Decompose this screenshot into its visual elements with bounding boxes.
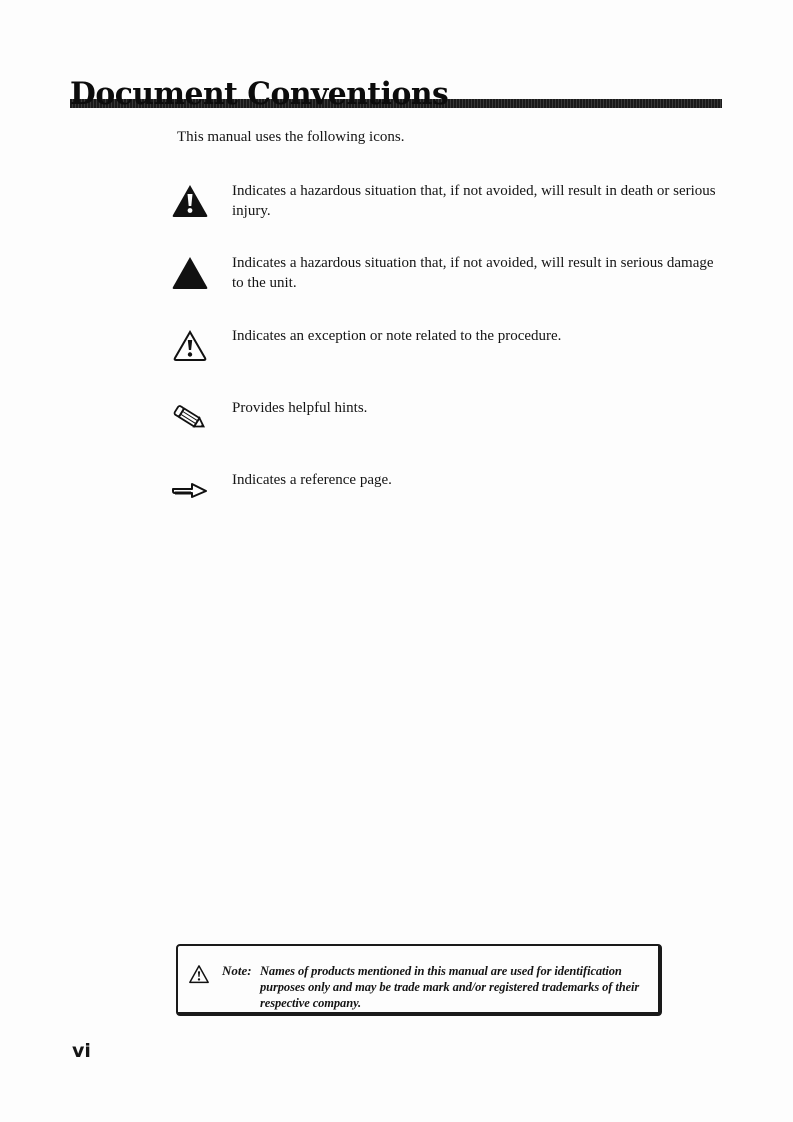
note-icon — [188, 964, 210, 986]
warning-icon — [170, 181, 210, 221]
page-number: vi — [72, 1040, 91, 1062]
reference-arrow-icon — [170, 470, 210, 510]
convention-text: Indicates a reference page. — [232, 472, 392, 488]
caution-icon — [170, 253, 210, 293]
page-title: Document Conventions — [70, 76, 449, 112]
convention-text: Indicates an exception or note related to the procedure. — [232, 328, 562, 344]
convention-text: Provides helpful hints. — [232, 400, 368, 416]
note-box — [176, 944, 662, 1016]
note-text: Names of products mentioned in this manual are used for identification purposes only and may be trade mark and/or registered trademarks of their respective company. — [260, 964, 640, 1010]
intro-text: This manual uses the following icons. — [177, 129, 405, 145]
note-icon — [170, 326, 210, 366]
convention-text: Indicates a hazardous situation that, if not avoided, will result in death or serious injury. — [232, 183, 716, 219]
convention-text: Indicates a hazardous situation that, if not avoided, will result in serious damage to the unit. — [232, 255, 714, 291]
note-label: Note: — [222, 963, 252, 978]
pencil-hint-icon — [170, 398, 210, 438]
